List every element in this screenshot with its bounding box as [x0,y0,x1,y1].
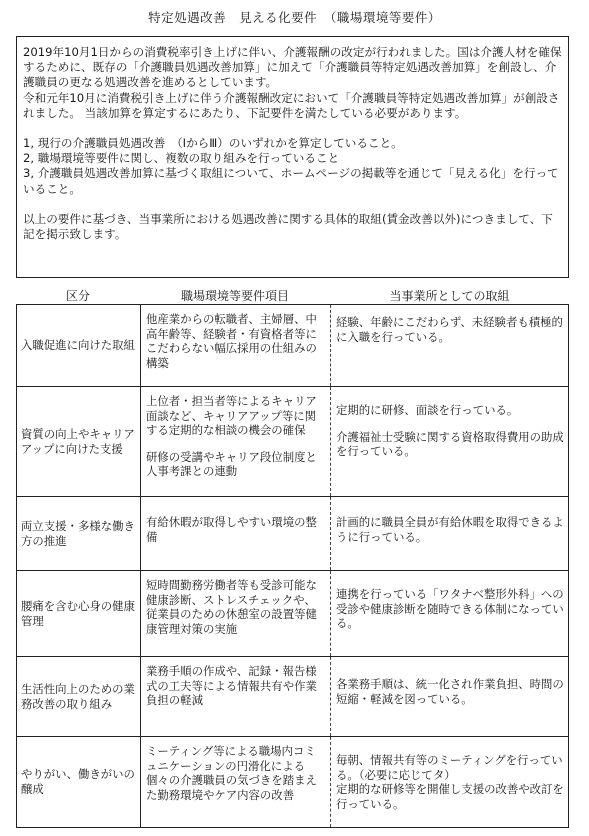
row-requirement: 上位者・担当者等によるキャリア面談など、キャリアアップ等に関する定期的な相談の機会の確保 研修の受講やキャリア段位制度と人事考課との連動 [141,387,331,496]
requirements-table [16,304,569,828]
row-category: やりがい、働きがいの醸成 [17,737,141,827]
page-title: 特定処遇改善 見える化要件 （職場環境等要件） [148,10,441,25]
table-row [17,737,568,827]
intro-paragraph-2: 令和元年10月に消費税引き上げに伴う介護報酬改定において「介護職員等特定処遇改善加算」が創設されました。 当該加算を算定するにあたり、下記要件を満たしている必要があります。 [23,90,560,120]
intro-closing: 以上の要件に基づき、当事業所における処遇改善に関する具体的取組(賃金改善以外)につきまして、下記を掲示致します。 [23,211,553,242]
table-row [17,657,568,737]
table-row [17,571,568,657]
row-action: 計画的に職員全員が有給休暇を取得できるように行っている。 [336,515,564,544]
row-action: 経験、年齢にこだわらず、未経験者も積極的に入職を行っている。 [336,315,563,344]
row-category: 生活性向上のための業務改善の取り組み [17,657,141,736]
header-requirement: 職場環境等要件項目 [180,289,289,303]
row-requirement: 他産業からの転職者、主婦層、中高年齢等、経験者・有資格者等にこだわらない幅広採用の仕組みの構築 [141,305,331,386]
row-action: 毎朝、情報共有等のミーティングを行っている。（必要に応じてタ） 定期的な研修等を開催し支援の改善や改訂を行っている。 [336,753,564,811]
row-requirement: 有給休暇が取得しやすい環境の整備 [141,497,331,570]
table-row [17,305,568,387]
row-action: 連携を行っている「ワタナベ整形外科」への受診や健康診断を随時できる体制になっている。 [336,587,564,631]
row-category: 両立支援・多様な働き方の推進 [17,497,141,570]
row-requirement: 短時間勤務労働者等も受診可能な健康診断、ストレスチェックや、従業員のための休憩室の設置等健康管理対策の実施 [141,571,331,656]
table-row [17,497,568,571]
requirement-item-1: 1, 現行の介護職員処遇改善 （ⅠからⅢ）のいずれかを算定していること。 [23,136,403,151]
requirement-item-3: 3, 介護職員処遇改善加算に基づく取組について、ホームページの掲載等を通じて「見える化」を行っていること。 [23,166,559,196]
row-action: 定期的に研修、面談を行っている。 介護福祉士受験に関する資格取得費用の助成を行っている。 [336,403,564,459]
row-requirement: 業務手順の作成や、記録・報告様式の工夫等による情報共有や作業負担の軽減 [141,657,331,736]
intro-paragraph-1: 2019年10月1日からの消費税率引き上げに伴い、介護報酬の改定が行われました。国は介護人材を確保するために、既存の「介護職員処遇改善加算」に加えて「介護職員等特定処遇改善加算」を創設し、介護職員の更なる処遇改善を進めるとしています。 [23,45,562,90]
intro-box [16,36,569,278]
row-requirement: ミーティング等による職場内コミュニケーションの円滑化による個々の介護職員の気づきを踏まえた勤務環境やケア内容の改善 [141,737,331,827]
requirement-item-2: 2, 職場環境等要件に関し、複数の取り組みを行っていること [23,151,340,166]
header-action: 当事業所としての取組 [389,289,510,303]
row-category: 腰痛を含む心身の健康管理 [17,571,141,656]
row-action: 各業務手順は、統一化され作業負担、時間の短縮・軽減を図っている。 [336,677,564,706]
row-category: 入職促進に向けた取組 [17,305,141,386]
row-category: 資質の向上やキャリアアップに向けた支援 [17,387,141,496]
header-category: 区分 [65,289,90,303]
table-row [17,387,568,497]
